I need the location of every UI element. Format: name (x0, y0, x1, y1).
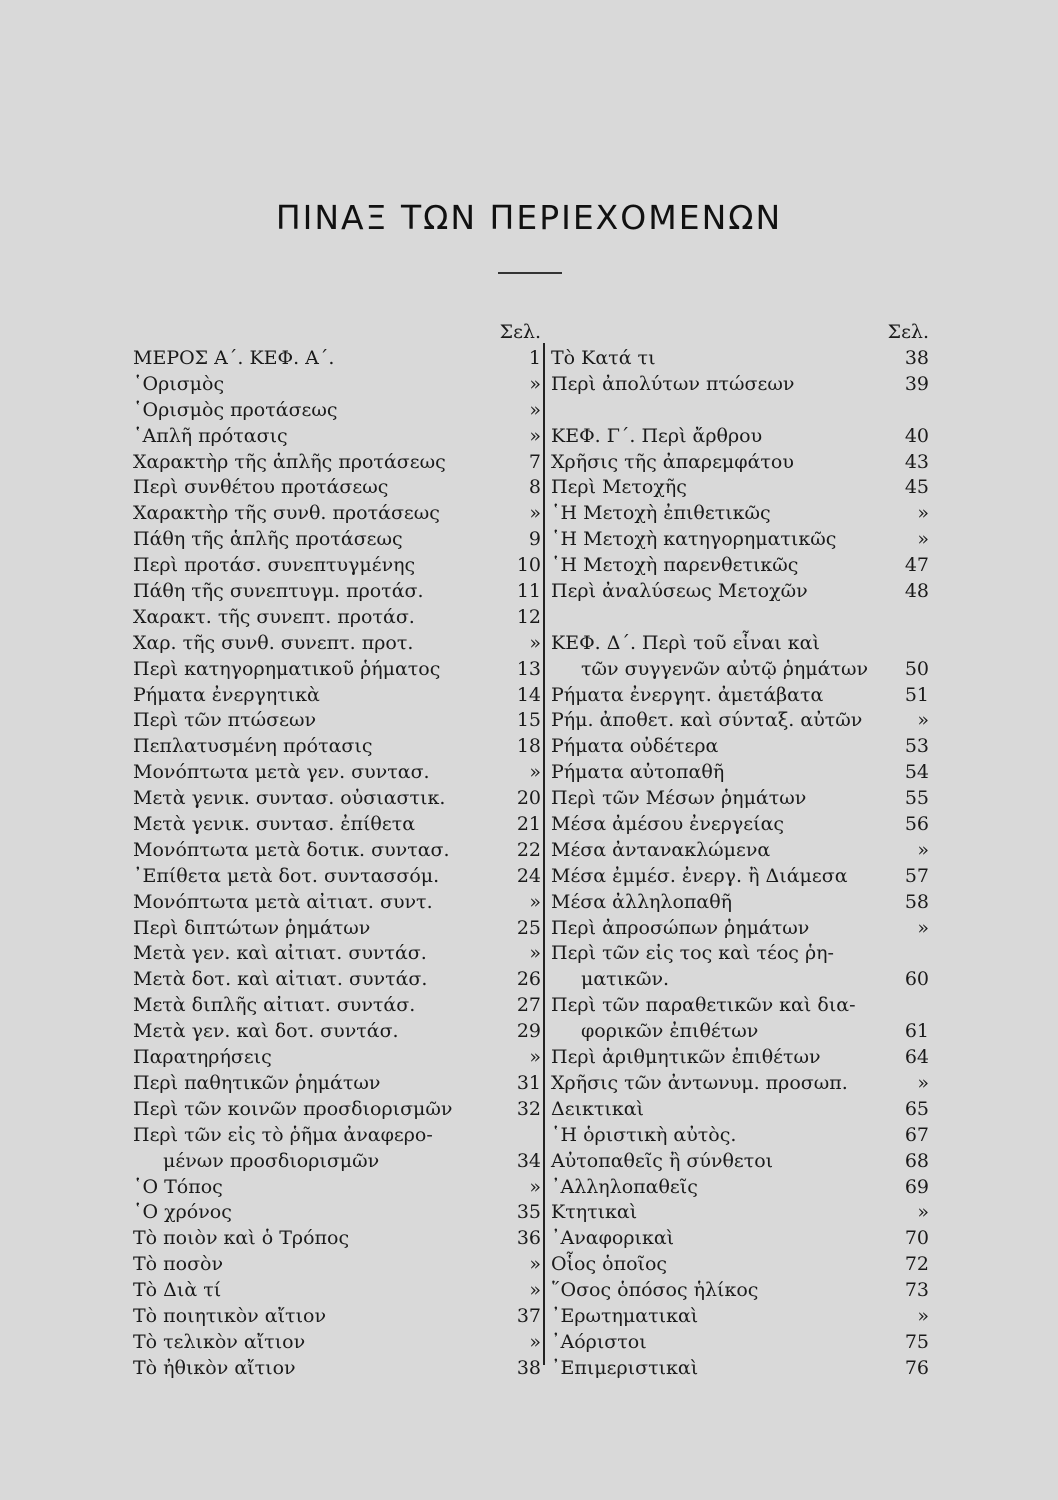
toc-entry-title: ῾Ορισμὸς προτάσεως (133, 398, 338, 421)
toc-entry-page: » (529, 1046, 541, 1069)
toc-entry (551, 786, 929, 812)
toc-entry-title: φορικῶν ἐπιθέτων (581, 1020, 759, 1043)
toc-entry-title: ᾿Επιμεριστικαὶ (551, 1356, 699, 1379)
toc-entry (133, 1149, 541, 1175)
toc-entry-title: ᾿Επίθετα μετὰ δοτ. συντασσόμ. (133, 864, 440, 887)
toc-entry (551, 708, 929, 734)
toc-entry (551, 1019, 929, 1045)
toc-entry-page: 29 (516, 1020, 541, 1043)
toc-entry-page: 27 (516, 994, 541, 1017)
toc-entry-title: ῾Η ὁριστικὴ αὐτὸς. (551, 1123, 737, 1146)
toc-entry (133, 579, 541, 605)
toc-entry (551, 993, 929, 1019)
toc-entry (133, 1330, 541, 1356)
toc-entry-title: ῾Η Μετοχὴ παρενθετικῶς (551, 554, 799, 577)
toc-entry-title: ᾿Ερωτηματικαὶ (551, 1304, 699, 1327)
toc-entry-title: Τὸ ποιητικὸν αἴτιον (133, 1304, 327, 1327)
toc-entry-title: Πάθη τῆς συνεπτυγμ. προτάσ. (133, 580, 424, 603)
toc-entry (133, 1097, 541, 1123)
toc-entry (133, 967, 541, 993)
toc-entry-title: ΚΕΦ. Δ΄. Περὶ τοῦ εἶναι καὶ (551, 631, 820, 654)
toc-entry-title: τῶν συγγενῶν αὐτῷ ῥημάτων (581, 657, 869, 680)
toc-entry-title: Μετὰ γενικ. συντασ. ἐπίθετα (133, 813, 416, 836)
toc-entry-title: Περὶ τῶν εἰς τὸ ῥῆμα ἀναφερο- (133, 1123, 433, 1146)
toc-entry (551, 683, 929, 709)
toc-entry (551, 398, 929, 424)
toc-entry-page: 21 (516, 813, 541, 836)
toc-entry-page: » (917, 502, 929, 525)
toc-entry-page: 31 (516, 1071, 541, 1094)
toc-entry-page: 58 (904, 890, 929, 913)
page-header-label: Σελ. (499, 321, 541, 343)
toc-entry-page: 9 (528, 528, 541, 551)
toc-entry-title: Ρήματα ἐνεργητ. ἀμετάβατα (551, 683, 824, 706)
toc-entry-title: Περὶ ἀπολύτων πτώσεων (551, 372, 795, 395)
toc-entry-title: Αὐτοπαθεῖς ἢ σύνθετοι (551, 1149, 774, 1172)
toc-entry-title: Οἷος ὁποῖος (551, 1253, 668, 1276)
toc-entry-page: 73 (904, 1279, 929, 1302)
toc-entry-page: 38 (516, 1356, 541, 1379)
toc-entry-title: Χαρακτὴρ τῆς ἁπλῆς προτάσεως (133, 450, 446, 473)
toc-entry (133, 1356, 541, 1382)
toc-entry (551, 1097, 929, 1123)
toc-entry-page: 18 (516, 735, 541, 758)
toc-entry-title: Χαρακτὴρ τῆς συνθ. προτάσεως (133, 502, 440, 525)
toc-entry (551, 1045, 929, 1071)
toc-entry (133, 631, 541, 657)
toc-entry-page: 13 (516, 657, 541, 680)
toc-entry (133, 708, 541, 734)
toc-entry-title: Περὶ τῶν παραθετικῶν καὶ δια- (551, 994, 856, 1017)
toc-entry (133, 1252, 541, 1278)
toc-entry-title: Μετὰ γεν. καὶ δοτ. συντάσ. (133, 1020, 399, 1043)
toc-entry-title: Μέσα ἀντανακλώμενα (551, 838, 771, 861)
toc-entry (133, 527, 541, 553)
toc-entry-title: Περὶ συνθέτου προτάσεως (133, 476, 389, 499)
toc-entry (133, 450, 541, 476)
toc-entry (551, 1252, 929, 1278)
toc-entry-title: Τὸ ποσὸν (133, 1253, 224, 1276)
toc-entry-title: ῾Η Μετοχὴ ἐπιθετικῶς (551, 502, 771, 525)
toc-entry-title: Περὶ τῶν κοινῶν προσδιορισμῶν (133, 1097, 453, 1120)
toc-entry-page: » (529, 761, 541, 784)
toc-entry-page: 36 (516, 1227, 541, 1250)
toc-entry-title: Τὸ ἠθικὸν αἴτιον (133, 1356, 296, 1379)
toc-entry-page: » (917, 1071, 929, 1094)
toc-entry-title: μένων προσδιορισμῶν (163, 1149, 380, 1172)
toc-entry-title: Περὶ διπτώτων ῥημάτων (133, 916, 371, 939)
toc-entry-page: 47 (904, 554, 929, 577)
toc-entry (551, 346, 929, 372)
toc-entry-page: 45 (904, 476, 929, 499)
toc-entry (133, 941, 541, 967)
toc-entry-page: 61 (904, 1020, 929, 1043)
toc-entry (133, 916, 541, 942)
toc-entry-page: 70 (904, 1227, 929, 1250)
toc-entry-page: 11 (516, 580, 541, 603)
toc-entry-page: 1 (528, 347, 541, 369)
toc-entry-title: Περὶ τῶν πτώσεων (133, 709, 317, 732)
toc-entry (133, 760, 541, 786)
toc-right-column (551, 318, 929, 1382)
toc-entry (133, 424, 541, 450)
toc-entry-page: 57 (904, 864, 929, 887)
toc-entry (551, 1123, 929, 1149)
toc-entry (551, 424, 929, 450)
toc-entry-title: Περὶ ἀναλύσεως Μετοχῶν (551, 580, 808, 603)
toc-entry-page: 68 (904, 1149, 929, 1172)
toc-entry-page: » (917, 709, 929, 732)
toc-entry (551, 605, 929, 631)
toc-left-rows (133, 346, 541, 1382)
toc-entry (551, 657, 929, 683)
toc-entry-title: Μετὰ δοτ. καὶ αἰτιατ. συντάσ. (133, 968, 428, 991)
toc-entry (551, 890, 929, 916)
toc-entry (133, 683, 541, 709)
toc-entry-title: ῾Ορισμὸς (133, 372, 225, 395)
toc-entry (133, 1304, 541, 1330)
toc-entry (133, 786, 541, 812)
toc-entry-page: 20 (516, 787, 541, 810)
toc-entry-title: Τὸ Κατά τι (551, 347, 656, 369)
toc-entry (133, 1278, 541, 1304)
toc-entry-page: » (529, 1279, 541, 1302)
toc-entry-page: 55 (904, 787, 929, 810)
toc-entry (133, 1226, 541, 1252)
toc-entry-title: ᾿Αναφορικαὶ (551, 1227, 675, 1250)
toc-entry-page: 38 (904, 347, 929, 369)
toc-entry (551, 760, 929, 786)
toc-entry-title: Κτητικαὶ (551, 1201, 638, 1224)
page-title: ΠΙΝΑΞ ΤΩΝ ΠΕΡΙΕΧΟΜΕΝΩΝ (275, 198, 783, 237)
toc-left-column (133, 318, 541, 1382)
toc-entry (133, 657, 541, 683)
toc-entry-title: Περὶ τῶν εἰς τος καὶ τέος ῥη- (551, 942, 834, 965)
toc-entry-page: 48 (904, 580, 929, 603)
toc-entry (551, 1175, 929, 1201)
toc-entry-title: Μέσα ἀμέσου ἐνεργείας (551, 813, 785, 836)
toc-entry (551, 1356, 929, 1382)
toc-entry-page: 56 (904, 813, 929, 836)
toc-entry-page: 37 (516, 1304, 541, 1327)
toc-entry (551, 450, 929, 476)
toc-entry (551, 1149, 929, 1175)
toc-entry (133, 501, 541, 527)
toc-entry-page: » (917, 1201, 929, 1224)
toc-entry-title: ᾿Αόριστοι (551, 1330, 647, 1353)
toc-entry-title: ῞Οσος ὁπόσος ἡλίκος (551, 1279, 759, 1302)
toc-entry-page: 39 (904, 372, 929, 395)
toc-entry-page: » (529, 502, 541, 525)
toc-entry-title: Περὶ ἀπροσώπων ῥημάτων (551, 916, 810, 939)
toc-entry (551, 1330, 929, 1356)
toc-entry-title: Μονόπτωτα μετὰ δοτικ. συντασ. (133, 838, 450, 861)
toc-entry-page: » (917, 916, 929, 939)
toc-entry (551, 501, 929, 527)
toc-entry-title: Περὶ παθητικῶν ῥημάτων (133, 1071, 381, 1094)
toc-entry (551, 967, 929, 993)
toc-entry-page: 76 (904, 1356, 929, 1379)
toc-entry-title: ῾Η Μετοχὴ κατηγορηματικῶς (551, 528, 837, 551)
toc-entry (551, 941, 929, 967)
toc-entry-title: Πάθη τῆς ἁπλῆς προτάσεως (133, 528, 403, 551)
toc-entry-page: 53 (904, 735, 929, 758)
toc-entry (133, 1019, 541, 1045)
toc-entry-title: Παρατηρήσεις (133, 1046, 272, 1069)
toc-entry (133, 346, 541, 372)
toc-entry-page: 12 (516, 605, 541, 628)
toc-entry-title: Ρήματα αὐτοπαθῆ (551, 761, 725, 784)
toc-entry-page: » (529, 1175, 541, 1198)
toc-entry (551, 864, 929, 890)
toc-entry-page: 54 (904, 761, 929, 784)
toc-entry (133, 553, 541, 579)
toc-entry-page: 69 (904, 1175, 929, 1198)
toc-entry-page: 67 (904, 1123, 929, 1146)
toc-entry-page: 64 (904, 1046, 929, 1069)
toc-entry-title: Δεικτικαὶ (551, 1097, 645, 1120)
toc-entry (551, 527, 929, 553)
toc-entry (551, 475, 929, 501)
toc-entry-title: Χαρακτ. τῆς συνεπτ. προτάσ. (133, 605, 415, 628)
toc-entry (133, 398, 541, 424)
toc-entry-page: » (529, 1253, 541, 1276)
toc-entry (133, 605, 541, 631)
toc-entry (551, 838, 929, 864)
toc-entry-title: Χαρ. τῆς συνθ. συνεπτ. προτ. (133, 631, 414, 654)
toc-entry-page: 72 (904, 1253, 929, 1276)
toc-entry-page: 7 (528, 450, 541, 473)
toc-entry (551, 1226, 929, 1252)
toc-entry-title: ματικῶν. (581, 968, 670, 991)
toc-entry-title: ῾Απλῆ πρότασις (133, 424, 288, 447)
toc-entry-title: ῾Ο Τόπος (133, 1175, 223, 1198)
toc-entry (551, 916, 929, 942)
toc-entry-page: 34 (516, 1149, 541, 1172)
toc-entry-title: Ρήματα ἐνεργητικὰ (133, 683, 320, 706)
toc-entry (551, 1304, 929, 1330)
toc-entry (133, 1071, 541, 1097)
toc-entry-page: » (529, 398, 541, 421)
toc-entry (133, 1045, 541, 1071)
toc-entry (133, 734, 541, 760)
toc-entry-page: 32 (516, 1097, 541, 1120)
toc-entry-page: » (529, 1330, 541, 1353)
toc-entry-title: ΚΕΦ. Γ΄. Περὶ ἄρθρου (551, 424, 763, 447)
toc-entry-page: » (917, 838, 929, 861)
toc-entry-page: 25 (516, 916, 541, 939)
toc-entry-page: » (529, 372, 541, 395)
title-divider (498, 272, 562, 274)
toc-entry-title: Μονόπτωτα μετὰ αἰτιατ. συντ. (133, 890, 433, 913)
toc-entry-title: Τὸ ποιὸν καὶ ὁ Τρόπος (133, 1227, 350, 1250)
toc-entry (133, 1123, 541, 1149)
toc-entry-page: 75 (904, 1330, 929, 1353)
toc-entry-page: 65 (904, 1097, 929, 1120)
toc-entry-page: 43 (904, 450, 929, 473)
toc-entry-title: Μέσα ἀλληλοπαθῆ (551, 890, 733, 913)
toc-entry (133, 838, 541, 864)
toc-entry-page: 24 (516, 864, 541, 887)
toc-entry-title: Περὶ Μετοχῆς (551, 476, 687, 499)
toc-entry-page: 14 (516, 683, 541, 706)
toc-entry-title: Ρήμ. ἀποθετ. καὶ σύνταξ. αὐτῶν (551, 709, 863, 732)
toc-entry (133, 812, 541, 838)
toc-entry-title: Περὶ ἀριθμητικῶν ἐπιθέτων (551, 1046, 821, 1069)
toc-entry (133, 1200, 541, 1226)
toc-entry-title: ῾Ο χρόνος (133, 1201, 232, 1224)
toc-entry-title: Μετὰ γενικ. συντασ. οὐσιαστικ. (133, 787, 446, 810)
toc-entry (133, 864, 541, 890)
toc-entry-page: » (529, 631, 541, 654)
toc-entry (133, 1175, 541, 1201)
toc-entry-page: 22 (516, 838, 541, 861)
toc-entry-page: » (529, 890, 541, 913)
toc-entry (551, 1071, 929, 1097)
page-header-label: Σελ. (887, 321, 929, 343)
toc-entry-title: Τὸ τελικὸν αἴτιον (133, 1330, 306, 1353)
toc-entry (133, 475, 541, 501)
toc-entry-title: ᾿Αλληλοπαθεῖς (551, 1175, 698, 1198)
toc-entry-title: Πεπλατυσμένη πρότασις (133, 735, 373, 758)
toc-entry-page: » (917, 1304, 929, 1327)
toc-entry (551, 372, 929, 398)
toc-entry-page: 60 (904, 968, 929, 991)
toc-entry (133, 993, 541, 1019)
toc-entry (551, 1278, 929, 1304)
toc-entry-page: 50 (904, 657, 929, 680)
toc-entry-title: Περὶ τῶν Μέσων ῥημάτων (551, 787, 807, 810)
toc-entry (551, 579, 929, 605)
toc-entry (133, 372, 541, 398)
toc-entry-title: Ρήματα οὐδέτερα (551, 735, 719, 758)
toc-entry-title: Περὶ κατηγορηματικοῦ ῥήματος (133, 657, 441, 680)
toc-entry-title: Μέσα ἐμμέσ. ἐνεργ. ἢ Διάμεσα (551, 864, 848, 887)
toc-entry-page: » (529, 424, 541, 447)
toc-entry-page: » (917, 528, 929, 551)
toc-entry-page: 15 (516, 709, 541, 732)
toc-entry (551, 631, 929, 657)
toc-entry-page: 26 (516, 968, 541, 991)
toc-entry (551, 812, 929, 838)
toc-entry-page: 51 (904, 683, 929, 706)
toc-entry-page: 35 (516, 1201, 541, 1224)
toc-entry-page: » (529, 942, 541, 965)
column-divider (543, 343, 545, 1365)
toc-entry-page: 40 (904, 424, 929, 447)
toc-entry (551, 553, 929, 579)
toc-entry (551, 1200, 929, 1226)
toc-entry-title: Περὶ προτάσ. συνεπτυγμένης (133, 554, 416, 577)
toc-entry-page: 10 (516, 554, 541, 577)
toc-entry-title: Μετὰ διπλῆς αἰτιατ. συντάσ. (133, 994, 416, 1017)
toc-entry-title: Μετὰ γεν. καὶ αἰτιατ. συντάσ. (133, 942, 427, 965)
toc-entry-page: 8 (528, 476, 541, 499)
toc-entry-title: Χρῆσις τῆς ἀπαρεμφάτου (551, 450, 794, 473)
toc-entry-title: Μονόπτωτα μετὰ γεν. συντασ. (133, 761, 430, 784)
toc-entry (133, 890, 541, 916)
toc-entry-title: ΜΕΡΟΣ Α΄. ΚΕΦ. Α΄. (133, 347, 335, 369)
toc-right-rows (551, 346, 929, 1382)
toc-entry-title: Τὸ Διὰ τί (133, 1279, 222, 1302)
toc-entry (551, 734, 929, 760)
toc-entry-title: Χρῆσις τῶν ἀντωνυμ. προσωπ. (551, 1071, 848, 1094)
